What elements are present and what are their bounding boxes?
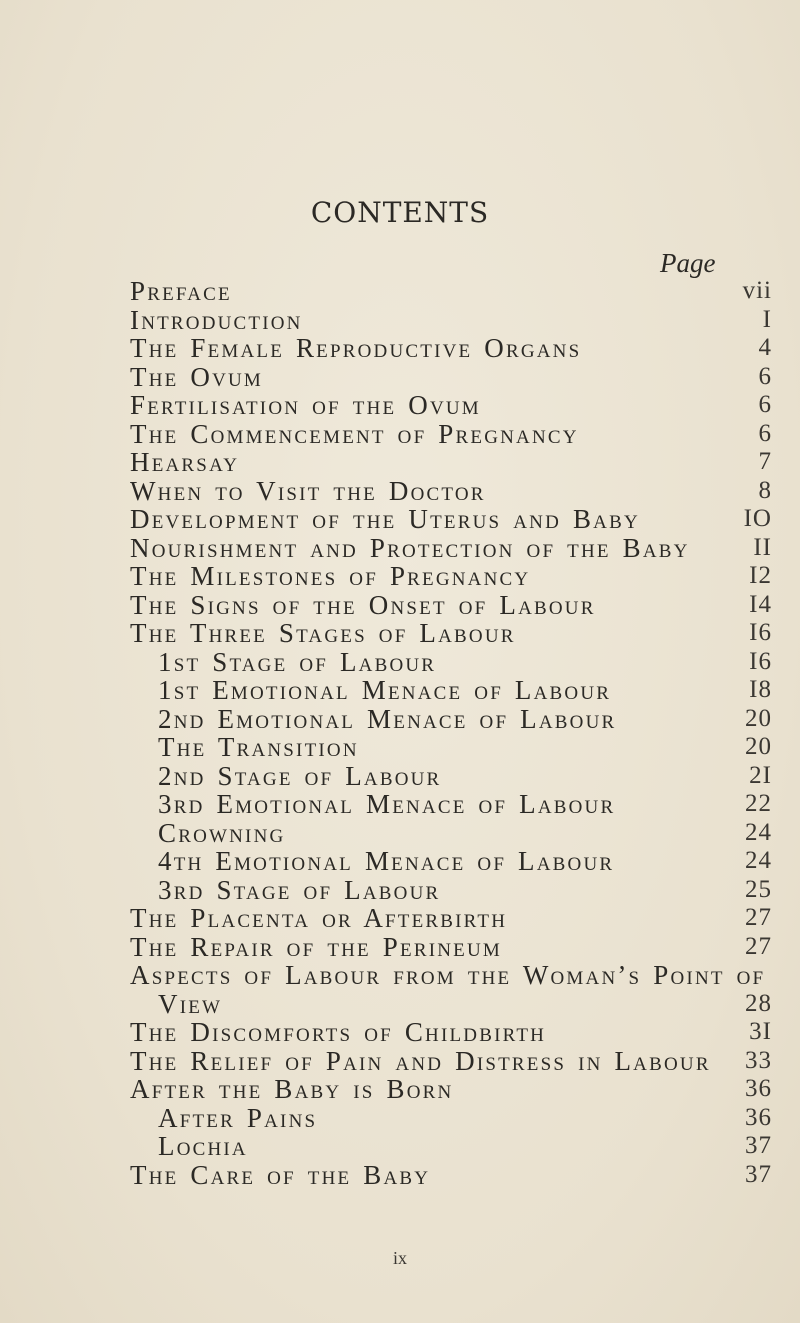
toc-entry: [130, 847, 772, 876]
toc-entry-label: View: [158, 988, 223, 1019]
toc-entry: [130, 961, 772, 990]
toc-entry-page: 27: [745, 932, 772, 960]
toc-entry-page: vii: [742, 277, 772, 304]
toc-entry-page: I6: [749, 619, 772, 646]
toc-entry: [130, 762, 772, 791]
toc-entry-page: 24: [745, 847, 772, 874]
toc-entry: [130, 1075, 772, 1104]
page-title: CONTENTS: [310, 196, 490, 229]
toc-entry-page: 20: [745, 704, 772, 732]
toc-entry: [130, 534, 772, 563]
toc-entry: [130, 1132, 772, 1161]
page-column-heading: Page: [660, 248, 716, 278]
toc-entry: [130, 420, 772, 449]
toc-entry: [130, 1018, 772, 1047]
toc-entry-label: After the Baby is Born: [130, 1074, 454, 1104]
toc-entry-page: 37: [745, 1160, 772, 1188]
toc-entry-page: 37: [745, 1132, 772, 1159]
toc-entry: [130, 705, 772, 734]
toc-entry-label: Crowning: [158, 817, 286, 848]
toc-entry: [130, 790, 772, 819]
toc-entry-label: The Signs of the Onset of Labour: [130, 589, 596, 620]
toc-entry: [130, 477, 772, 506]
toc-entry-page: 24: [745, 818, 772, 846]
toc-entry: [130, 334, 772, 363]
toc-entry-page: I: [762, 305, 772, 333]
toc-entry: [130, 933, 772, 962]
toc-entry-label: 4th Emotional Menace of Labour: [158, 846, 615, 876]
toc-entry-label: 3rd Stage of Labour: [158, 874, 441, 905]
toc-entry-label: Hearsay: [130, 447, 240, 477]
toc-entry-page: 25: [745, 875, 772, 903]
toc-entry-label: 2nd Stage of Labour: [158, 760, 442, 791]
toc-entry-page: IO: [743, 505, 772, 532]
toc-entry-label: When to Visit the Doctor: [130, 475, 486, 506]
toc-entry: [130, 676, 772, 705]
folio-number: ix: [392, 1248, 407, 1268]
toc-entry-page: 6: [758, 391, 772, 418]
toc-entry: [130, 819, 772, 848]
toc-entry: [130, 1104, 772, 1133]
toc-entry-label: Fertilisation of the Ovum: [130, 390, 481, 420]
table-of-contents: [130, 277, 772, 1189]
toc-entry: [130, 391, 772, 420]
toc-entry-label: Aspects of Labour from the Woman’s Point of: [130, 960, 766, 990]
toc-entry-label: 1st Emotional Menace of Labour: [158, 675, 612, 705]
toc-entry-label: The Relief of Pain and Distress in Labour: [130, 1045, 711, 1076]
toc-entry-page: 6: [758, 419, 772, 447]
toc-entry: [130, 1047, 772, 1076]
toc-entry-page: 6: [758, 362, 772, 390]
toc-entry-label: Preface: [130, 276, 232, 306]
toc-entry-label: The Repair of the Perineum: [130, 931, 502, 962]
toc-entry: [130, 648, 772, 677]
toc-entry: [130, 904, 772, 933]
toc-entry-label: The Discomforts of Childbirth: [130, 1017, 547, 1047]
toc-entry-label: The Milestones of Pregnancy: [130, 561, 531, 591]
toc-entry-page: I2: [749, 562, 772, 589]
toc-entry-label: The Placenta or Afterbirth: [130, 903, 508, 933]
toc-entry-label: After Pains: [158, 1102, 318, 1133]
toc-entry-page: 36: [745, 1075, 772, 1102]
toc-entry-page: 22: [745, 790, 772, 817]
toc-entry-page: II: [753, 533, 772, 561]
toc-entry: [130, 363, 772, 392]
toc-entry-label: Development of the Uterus and Baby: [130, 504, 640, 534]
toc-entry-page: 33: [745, 1046, 772, 1074]
toc-entry-label: 2nd Emotional Menace of Labour: [158, 703, 617, 734]
toc-entry-label: The Transition: [158, 732, 359, 762]
toc-entry-page: I8: [749, 676, 772, 703]
toc-entry-label: The Commencement of Pregnancy: [130, 418, 579, 449]
toc-entry-label: The Ovum: [130, 361, 264, 392]
toc-entry: [130, 990, 772, 1019]
toc-entry: [130, 591, 772, 620]
toc-entry-label: The Female Reproductive Organs: [130, 333, 582, 363]
toc-entry-page: 7: [758, 448, 772, 475]
toc-entry-page: I6: [749, 647, 772, 675]
toc-entry-label: 1st Stage of Labour: [158, 646, 437, 677]
toc-entry: [130, 448, 772, 477]
toc-entry-label: Introduction: [130, 304, 303, 335]
toc-entry-page: I4: [749, 590, 772, 618]
toc-entry: [130, 1161, 772, 1190]
toc-entry-label: The Three Stages of Labour: [130, 618, 516, 648]
toc-entry-page: 27: [745, 904, 772, 931]
toc-entry: [130, 876, 772, 905]
toc-entry-label: Nourishment and Protection of the Baby: [130, 532, 690, 563]
toc-entry-page: 36: [745, 1103, 772, 1131]
toc-entry-label: The Care of the Baby: [130, 1159, 431, 1190]
toc-entry-label: 3rd Emotional Menace of Labour: [158, 789, 616, 819]
toc-entry-label: Lochia: [158, 1131, 248, 1161]
toc-entry-page: 20: [745, 733, 772, 760]
toc-entry: [130, 505, 772, 534]
toc-entry-page: 3I: [749, 1018, 772, 1045]
toc-entry: [130, 619, 772, 648]
toc-entry: [130, 306, 772, 335]
toc-entry: [130, 733, 772, 762]
toc-entry: [130, 562, 772, 591]
toc-entry-page: 8: [758, 476, 772, 504]
toc-entry-page: 2I: [749, 761, 772, 789]
toc-entry-page: 4: [758, 334, 772, 361]
toc-entry: [130, 277, 772, 306]
toc-entry-page: 28: [745, 989, 772, 1017]
